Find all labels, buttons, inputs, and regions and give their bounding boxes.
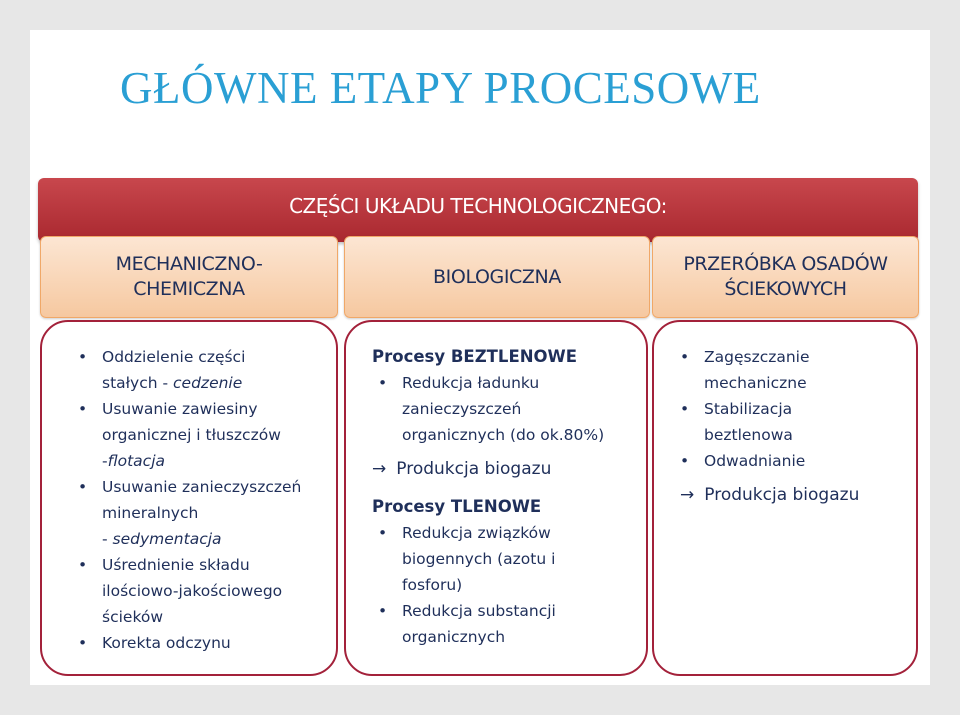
item-line [102,474,322,500]
biogas-text: Produkcja biogazu [704,485,860,505]
list-item [372,520,636,598]
item-line: organicznych [402,628,506,646]
item-line [102,422,322,448]
list-item [372,370,636,448]
biogas-text: Produkcja biogazu [396,459,552,479]
item-line [102,370,322,396]
header-biological [344,236,650,318]
item-text: Usuwanie zawiesiny [102,400,258,418]
item-line [102,526,322,552]
item-text: stałych - [102,374,174,392]
item-text: cedzenie [173,374,243,392]
item-text: organicznej i tłuszczów [102,426,281,444]
item-line [102,500,322,526]
item-line [102,396,322,422]
item-line [102,448,322,474]
slide-title: GŁÓWNE ETAPY PROCESOWE [120,63,761,113]
item-text: Oddzielenie części [102,348,246,366]
item-line: mechaniczne [704,374,807,392]
header-sludge-processing [652,236,919,318]
sludge-list [674,344,906,474]
header-line: ŚCIEKOWYCH [724,278,847,300]
item-line [102,630,322,656]
arrow-icon: → [372,459,387,479]
item-text: ścieków [102,608,164,626]
list-item [674,448,906,474]
header-line: BIOLOGICZNA [433,265,561,288]
band-title: CZĘŚCI UKŁADU TECHNOLOGICZNEGO: [289,194,667,218]
item-line: biogennych (azotu i [402,550,556,568]
item-line: organicznych (do ok.80%) [402,426,605,444]
item-line: zanieczyszczeń [402,400,522,418]
process-list [72,344,322,656]
item-line: • Redukcja związków [402,524,551,542]
item-line: • Redukcja ładunku [402,374,540,392]
item-line: beztlenowa [704,426,793,444]
anaerobic-title: Procesy BEZTLENOWE [372,347,578,366]
list-item [674,396,906,448]
item-line [102,604,322,630]
item-text: Korekta odczynu [102,634,231,652]
biogas-line [674,482,906,508]
item-line: • Redukcja substancji [402,602,556,620]
header-mechanical-chemical [40,236,338,318]
aerobic-list [372,520,636,650]
list-item [72,474,322,552]
item-line [102,344,322,370]
item-text: - [102,530,113,548]
item-text: Uśrednienie składu [102,556,250,574]
item-text: sedymentacja [112,530,222,548]
item-text: mineralnych [102,504,199,522]
arrow-icon: → [680,485,695,505]
item-line [102,552,322,578]
card-biological [344,320,648,676]
anaerobic-list [372,370,636,448]
item-text: - [102,452,108,470]
header-line: CHEMICZNA [133,278,245,300]
item-text: Usuwanie zanieczyszczeń [102,478,302,496]
item-text: ilościowo-jakościowego [102,582,283,600]
list-item [72,630,322,656]
list-item [372,598,636,650]
header-line: MECHANICZNO- [115,253,263,276]
list-item [674,344,906,396]
header-line: PRZERÓBKA OSADÓW [683,253,888,276]
item-line: • Stabilizacja [704,400,793,418]
list-item [72,552,322,630]
item-line: • Odwadnianie [704,452,806,470]
item-line: fosforu) [402,576,463,594]
item-text: flotacja [107,452,165,470]
item-line [102,578,322,604]
aerobic-title: Procesy TLENOWE [372,497,542,516]
list-item [72,396,322,474]
list-item [72,344,322,396]
card-mechanical-chemical [40,320,338,676]
item-line: • Zagęszczanie [704,348,810,366]
card-sludge-processing [652,320,918,676]
biogas-line [372,456,636,482]
